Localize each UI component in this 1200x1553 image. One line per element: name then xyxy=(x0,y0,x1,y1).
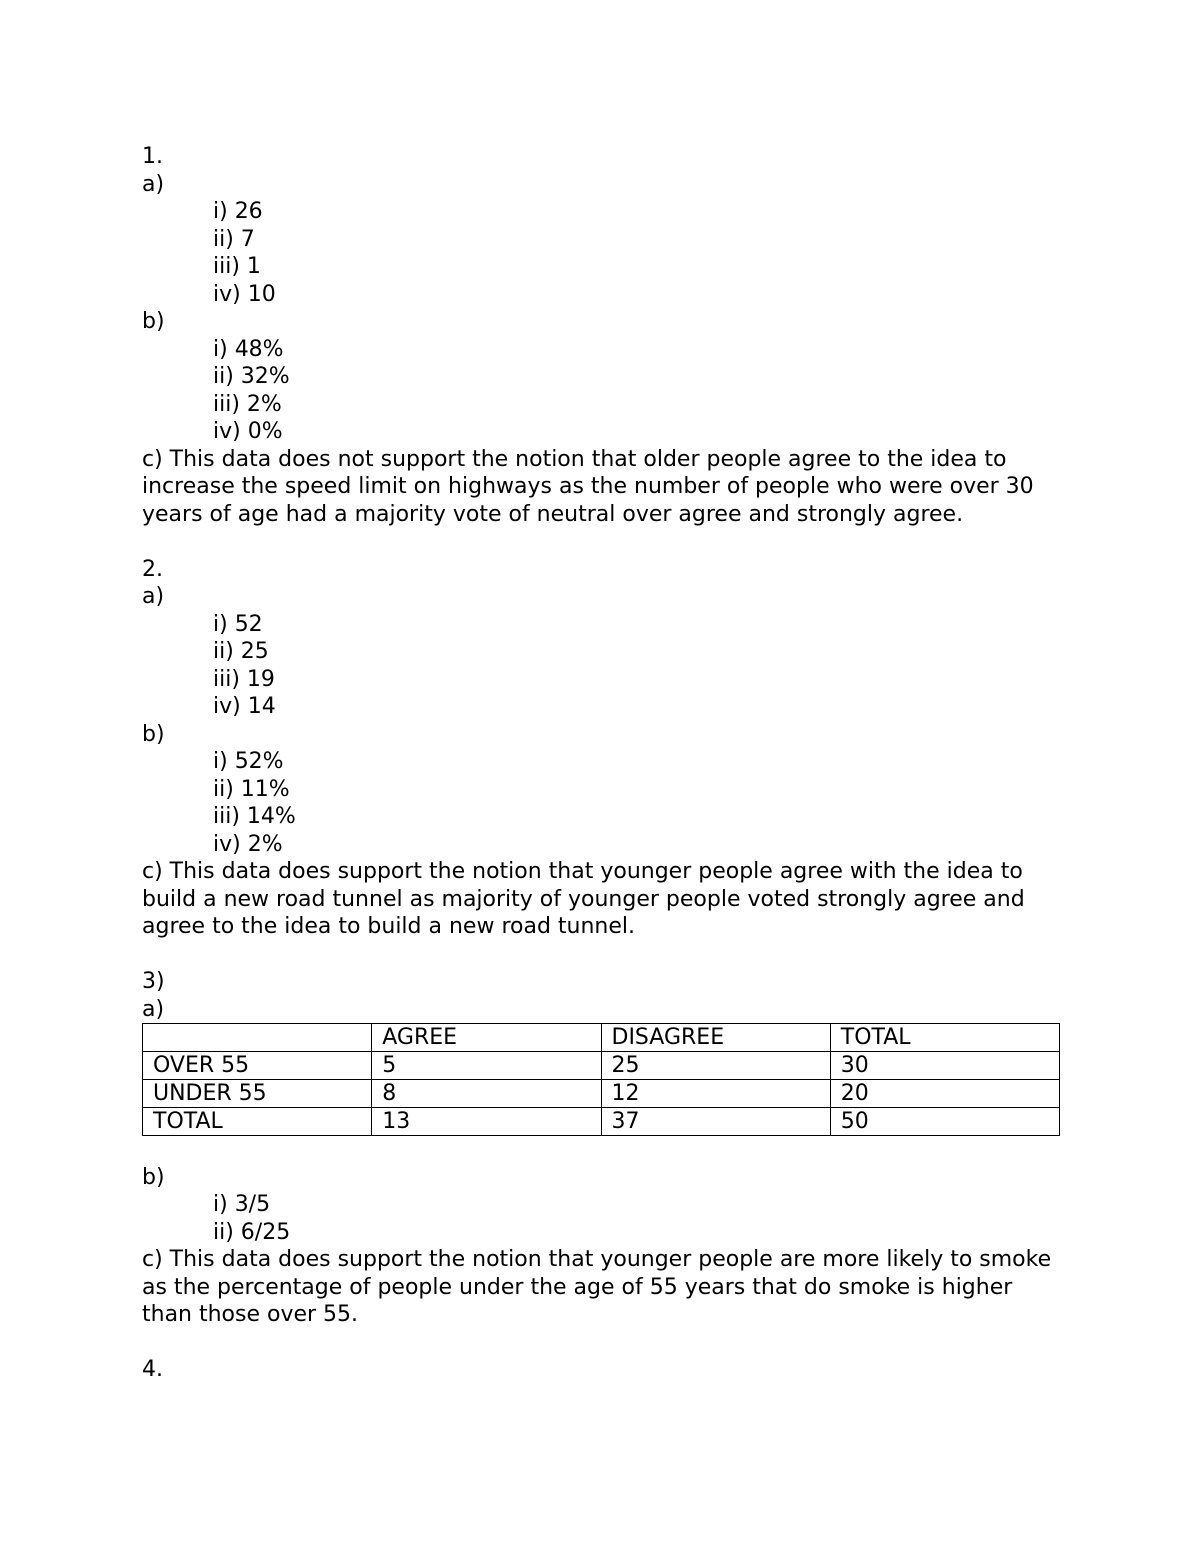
q2-a-item: iv) 14 xyxy=(213,694,276,719)
table-cell: 30 xyxy=(830,1052,1059,1080)
spacer xyxy=(142,528,1060,556)
q2-a-item: ii) 25 xyxy=(213,639,269,664)
table-cell: 12 xyxy=(601,1080,830,1108)
spacer xyxy=(142,1329,1060,1357)
table-row xyxy=(143,1052,1060,1080)
table-cell: OVER 55 xyxy=(143,1052,372,1080)
q2-c-answer: c) This data does support the notion that younger people agree with the idea to build a new road tunnel as majority of younger people voted strongly agree and agree to the idea to build a new road tunnel. xyxy=(142,859,1025,939)
table-header-cell xyxy=(143,1024,372,1052)
q1-a-item: ii) 7 xyxy=(213,226,255,252)
q2-b-item: ii) 11% xyxy=(213,776,290,802)
q2-b-item: iv) 2% xyxy=(213,831,283,857)
spacer xyxy=(142,941,1060,969)
q2-a-item: iii) 19 xyxy=(213,666,275,692)
table-cell: TOTAL xyxy=(143,1108,372,1136)
table-header-cell: TOTAL xyxy=(830,1024,1059,1052)
q1-a-item: iii) 1 xyxy=(213,254,261,279)
contingency-table xyxy=(142,1023,1060,1136)
q3-c-answer: c) This data does support the notion that younger people are more likely to smoke as the percentage of people under the age of 55 years that do smoke is higher than those over 55. xyxy=(142,1247,1052,1327)
q2-a-item: i) 52 xyxy=(213,611,263,637)
q3-b-item: i) 3/5 xyxy=(213,1192,271,1217)
q4-number: 4. xyxy=(142,1357,163,1382)
q1-b-item: iv) 0% xyxy=(213,419,283,444)
q1-number: 1. xyxy=(142,144,163,169)
q1-a-item: iv) 10 xyxy=(213,281,276,307)
table-cell: 25 xyxy=(601,1052,830,1080)
q1-b-item: i) 48% xyxy=(213,336,284,362)
q3-b-item: ii) 6/25 xyxy=(213,1219,291,1245)
table-header-cell: AGREE xyxy=(372,1024,601,1052)
table-row xyxy=(143,1080,1060,1108)
table-cell: 8 xyxy=(372,1080,601,1108)
q1-a-item: i) 26 xyxy=(213,199,263,224)
table-cell: 13 xyxy=(372,1108,601,1136)
table-row xyxy=(143,1108,1060,1136)
table-header-row xyxy=(143,1024,1060,1052)
table-cell: 37 xyxy=(601,1108,830,1136)
q1-b-item: iii) 2% xyxy=(213,391,282,417)
q3-number: 3) xyxy=(142,969,165,994)
q3-b-label: b) xyxy=(142,1164,165,1190)
q2-b-item: iii) 14% xyxy=(213,804,296,829)
table-cell: 5 xyxy=(372,1052,601,1080)
q2-b-item: i) 52% xyxy=(213,749,284,774)
q2-a-label: a) xyxy=(142,584,165,609)
table-header-cell: DISAGREE xyxy=(601,1024,830,1052)
document-page xyxy=(142,143,1060,1384)
q2-number: 2. xyxy=(142,556,163,582)
table-cell: 20 xyxy=(830,1080,1059,1108)
q1-a-label: a) xyxy=(142,171,165,197)
q1-c-answer: c) This data does not support the notion that older people agree to the idea to increase the speed limit on highways as the number of people who were over 30 years of age had a majority vote of neutral over agree and strongly agree. xyxy=(142,446,1034,527)
table-cell: UNDER 55 xyxy=(143,1080,372,1108)
q1-b-item: ii) 32% xyxy=(213,364,290,389)
table-cell: 50 xyxy=(830,1108,1059,1136)
q3-a-label: a) xyxy=(142,996,165,1022)
q1-b-label: b) xyxy=(142,309,165,334)
spacer xyxy=(142,1136,1060,1164)
q2-b-label: b) xyxy=(142,721,165,747)
